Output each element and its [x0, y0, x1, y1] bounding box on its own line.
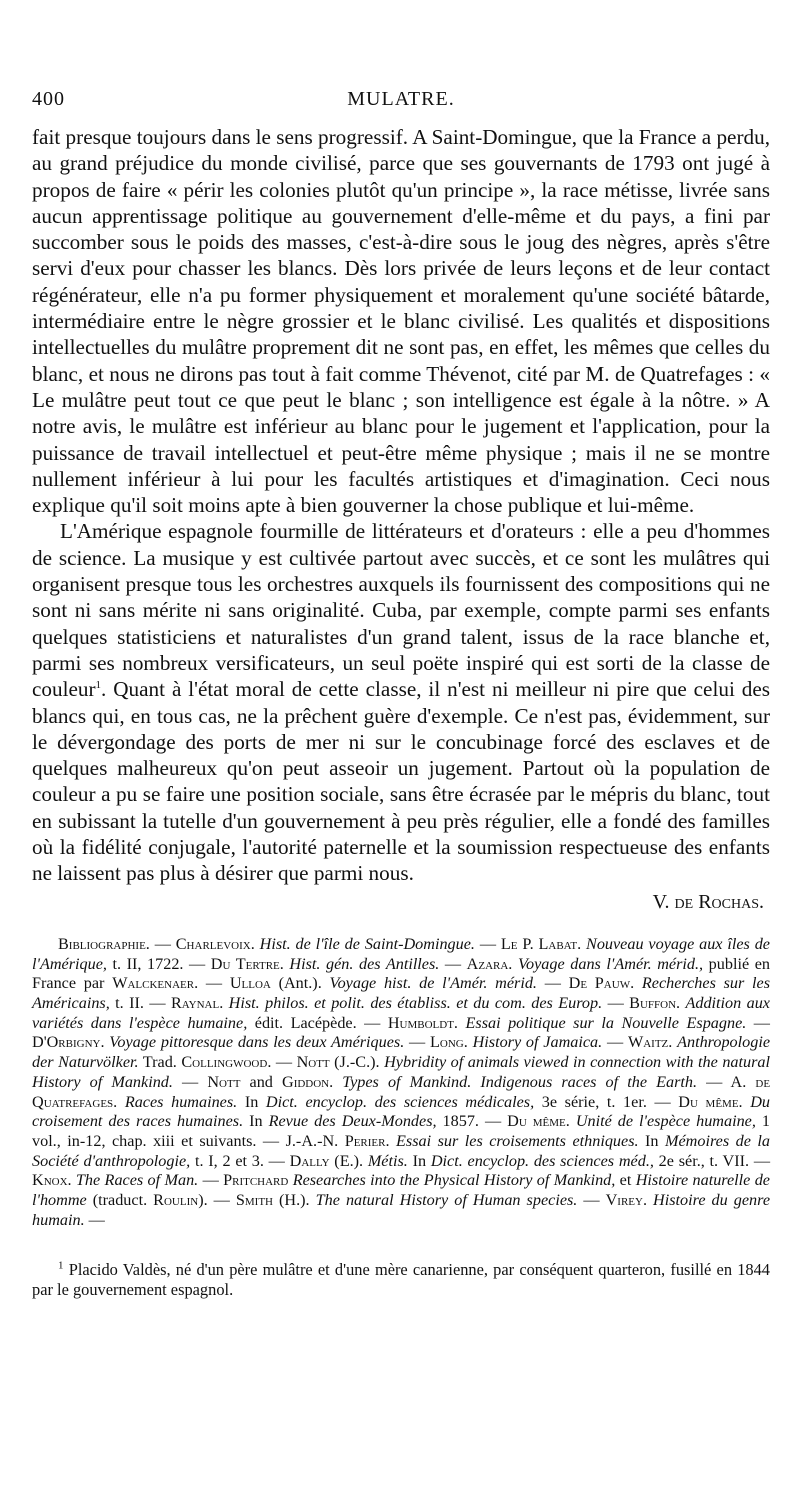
bibliography-title: Voyage hist. de l'Amér. mérid. [329, 974, 537, 993]
bibliography-text: publié en France par [32, 954, 770, 993]
bibliography-text: In [243, 1112, 269, 1131]
bibliography-title: Voyage dans l'Amér. mérid., [517, 954, 704, 973]
bibliography-author: Bibliographie. — Charlevoix. [58, 934, 260, 953]
bibliography [32, 935, 770, 1231]
bibliography-text: 1857. — [436, 1112, 508, 1131]
bibliography-text: — [536, 974, 569, 993]
body-text [32, 124, 770, 915]
bibliography-author: De Pauw. [568, 974, 642, 993]
bibliography-author: Collingwood [181, 1053, 268, 1072]
bibliography-title: History of Jamaica. [472, 1033, 603, 1052]
bibliography-title: Dict. encyclop. des sciences méd., [430, 1151, 654, 1170]
bibliography-text: — [577, 1191, 606, 1210]
bibliography-text: édit. Lacépède. — [247, 1013, 388, 1032]
bibliography-author: Long. [430, 1033, 473, 1052]
paragraph-2-text: L'Amérique espagnole fourmille de littérateurs et d'orateurs : elle a peu d'hommes de science. La musique y est cultivée partout avec succès, et ce sont les mulâtres qui organisent presque tous les orchestres auxquels ils fournissent des compositions qui ne sont ni sans mérite ni sans originalité. Cuba, par exemple, compte parmi ses enfants quelques statisticiens et naturalistes d'un grand talent, issus de la race blanche et, parmi ses nombreux versificateurs, un seul poëte inspiré qui est sorti de la classe de couleur [32, 519, 770, 702]
bibliography-text: et [615, 1171, 636, 1190]
bibliography-title: Voyage pittoresque dans les deux Amériques. [109, 1033, 405, 1052]
bibliography-text: ). — [198, 1191, 236, 1210]
bibliography-text: (H.). [273, 1191, 316, 1210]
bibliography-text: — [84, 1210, 105, 1229]
running-head [32, 88, 770, 118]
bibliography-text: In [237, 1092, 266, 1111]
bibliography-title: Unité de l'espèce humaine, [575, 1112, 756, 1131]
bibliography-author: Azara. [466, 954, 518, 973]
bibliography-title: Du croisement des races humaines. [32, 1092, 771, 1131]
bibliography-author: Ulloa [229, 974, 271, 993]
footnote-marker: 1 [58, 1259, 64, 1272]
bibliography-text: — [198, 1171, 224, 1190]
bibliography-title: Hist. gén. des Antilles. [289, 954, 440, 973]
bibliography-text: (J.-C.). [329, 1053, 385, 1072]
bibliography-title: Hybridity of animals viewed in connection with the natural History of Mankind. [32, 1053, 771, 1091]
bibliography-author: Du même. [678, 1092, 751, 1111]
bibliography-title: The natural History of Human species. [315, 1191, 578, 1210]
bibliography-text: — [602, 1033, 628, 1052]
bibliography-title: Researches into the Physical History of Mankind, [292, 1171, 616, 1190]
bibliography-author: Raynal. [170, 994, 229, 1013]
bibliography-text: (E.). [329, 1151, 368, 1170]
bibliography-title: Races humaines. [124, 1092, 238, 1111]
bibliography-text: (traduct. [86, 1191, 154, 1210]
bibliography-author: Le P. Labat. [500, 934, 587, 953]
bibliography-author: Walckenaer [112, 974, 195, 993]
bibliography-text: — [474, 934, 501, 953]
page-number: 400 [32, 88, 65, 110]
bibliography-text: . — [267, 1053, 297, 1072]
running-title: MULATRE. [347, 88, 455, 110]
bibliography-text: . — [194, 974, 230, 993]
bibliography-title: Recherches sur les Américains, [32, 974, 771, 1013]
bibliography-title: Essai politique sur la Nouvelle Espagne. [465, 1013, 747, 1032]
bibliography-text: 1 vol., in-12, chap. xiii et suivants. — J.-A.-N. [32, 1112, 771, 1150]
bibliography-author: Giddon [282, 1072, 330, 1091]
bibliography-author: Knox. [32, 1171, 76, 1190]
bibliography-author: Pritchard [223, 1171, 293, 1190]
author-signature: V. de Rochas. [652, 890, 764, 913]
bibliography-title: Hist. philos. et polit. des établiss. et du com. des Europ. [228, 994, 603, 1013]
bibliography-title: Hist. de l'île de Saint-Domingue. [259, 934, 475, 953]
paragraph-1: fait presque toujours dans le sens progressif. A Saint-Domingue, que la France a perdu, au grand préjudice du monde civilisé, parce que ses gouvernants de 1793 ont jugé à propos de faire « périr les colonies plutôt qu'un principe », la race métisse, livrée sans aucun apprentissage politique au gouvernement d'elle-même et du pays, a fini par succomber sous le poids des masses, c'est-à-dire sous le joug des nègres, après s'être servi d'eux pour chasser les blancs. Dès lors privée de leurs leçons et de leur contact régénérateur, elle n'a pu former physiquement et moralement qu'une société bâtarde, intermédiaire entre le nègre grossier et le blanc civilisé. Les qualités et dispositions intellectuelles du mulâtre proprement dit ne sont pas, en effet, les mêmes que celles du blanc, et nous ne dirons pas tout à fait comme Thévenot, cité par M. de Quatrefages : « Le mulâtre peut tout ce que peut le blanc ; son intelligence est égale à la nôtre. » A notre avis, le mulâtre est inférieur au blanc pour le jugement et l'application, pour la puissance de travail intellectuel et peut-être même physique ; mais il ne se montre nullement inférieur à lui pour les facultés artistiques et d'imagination. Ceci nous explique qu'il soit moins apte à bien gouverner la chose publique et lui-même. [32, 125, 770, 518]
bibliography-title: The Races of Man. [75, 1171, 199, 1190]
bibliography-author: D'Orbigny. [32, 1033, 110, 1052]
bibliography-title: Histoire du genre humain. [32, 1191, 771, 1229]
bibliography-title: Revue des Deux-Mondes, [268, 1112, 437, 1131]
bibliography-author: Buffon. [629, 994, 686, 1013]
bibliography-author: de Quatrefages. [32, 1072, 771, 1111]
bibliography-text: In [407, 1151, 431, 1170]
bibliography-text: and [240, 1072, 282, 1091]
bibliography-text: t. II, 1722. — [106, 954, 211, 973]
bibliography-author: Virey. [605, 1191, 654, 1210]
bibliography-author: Humboldt. [387, 1013, 466, 1032]
bibliography-text: t. II. — [109, 994, 171, 1013]
bibliography-author: Du même. [507, 1112, 576, 1131]
bibliography-author: Perier. [344, 1131, 397, 1150]
bibliography-title: Anthropologie der Naturvölker. [32, 1033, 771, 1072]
bibliography-text: In [638, 1131, 666, 1150]
bibliography-author: Dally [289, 1151, 330, 1170]
bibliography-title: Essai sur les croisements ethniques. [396, 1131, 639, 1150]
paragraph-2 [32, 518, 770, 886]
bibliography-author: Du Tertre. [210, 954, 290, 973]
bibliography-title: Nouveau voyage aux îles de l'Amérique, [32, 934, 770, 973]
page [32, 88, 770, 1300]
bibliography-author: Roulin [153, 1191, 199, 1210]
bibliography-text: . [329, 1072, 343, 1091]
footnote-text: Placido Valdès, né d'un père mulâtre et d'une mère canarienne, par conséquent quarteron, fusillé en 1844 par le gouvernement espagnol. [32, 1260, 770, 1300]
footnote-reference: 1 [95, 679, 102, 692]
paragraph-2-text-continued: . Quant à l'état moral de cette classe, il n'est ni meilleur ni pire que celui des blancs qui, en tous cas, ne la prêchent guère d'exemple. Ce n'est pas, évidemment, sur le dévergondage des ports de mer ni sur le concubinage forcé des esclaves et de quelques malheureux qu'on peut asseoir un jugement. Partout où la population de couleur a pu se faire une position sociale, sans être écrasée par le mépris du blanc, tout en subissant la tutelle d'un gouvernement à peu près régulier, elle a fondé des familles où la fidélité conjugale, l'autorité paternelle et la soumission respectueuse des enfants ne laissent pas plus à désirer que parmi nous. [32, 677, 770, 886]
footnote [32, 1260, 770, 1300]
bibliography-author: Smith [235, 1191, 273, 1210]
bibliography-text: — [172, 1072, 208, 1091]
bibliography-title: Métis. [367, 1151, 408, 1170]
bibliography-text: (Ant.). [270, 974, 330, 993]
bibliography-text: t. I, 2 et 3. — [190, 1151, 290, 1170]
bibliography-text: — A. [697, 1072, 756, 1091]
bibliography-text: Trad. [138, 1053, 182, 1072]
bibliography-title: Addition aux variétés dans l'espèce humaine, [32, 994, 770, 1032]
bibliography-title: Mémoires de la Société d'anthropologie, [32, 1131, 770, 1170]
bibliography-author: Nott [296, 1053, 330, 1072]
bibliography-text: 3e série, t. 1er. — [534, 1092, 679, 1111]
bibliography-title: Dict. encyclop. des sciences médicales, [265, 1092, 535, 1111]
bibliography-author: Waitz. [627, 1033, 678, 1052]
bibliography-text: — [602, 994, 630, 1013]
bibliography-text: 2e sér., t. VII. — [653, 1151, 771, 1170]
bibliography-author: Nott [207, 1072, 241, 1091]
bibliography-text: — [439, 954, 467, 973]
bibliography-title: Types of Mankind. Indigenous races of the Earth. [342, 1072, 698, 1091]
bibliography-title: Histoire naturelle de l'homme [32, 1171, 770, 1210]
bibliography-text: — [746, 1013, 770, 1032]
bibliography-text: — [404, 1033, 431, 1052]
